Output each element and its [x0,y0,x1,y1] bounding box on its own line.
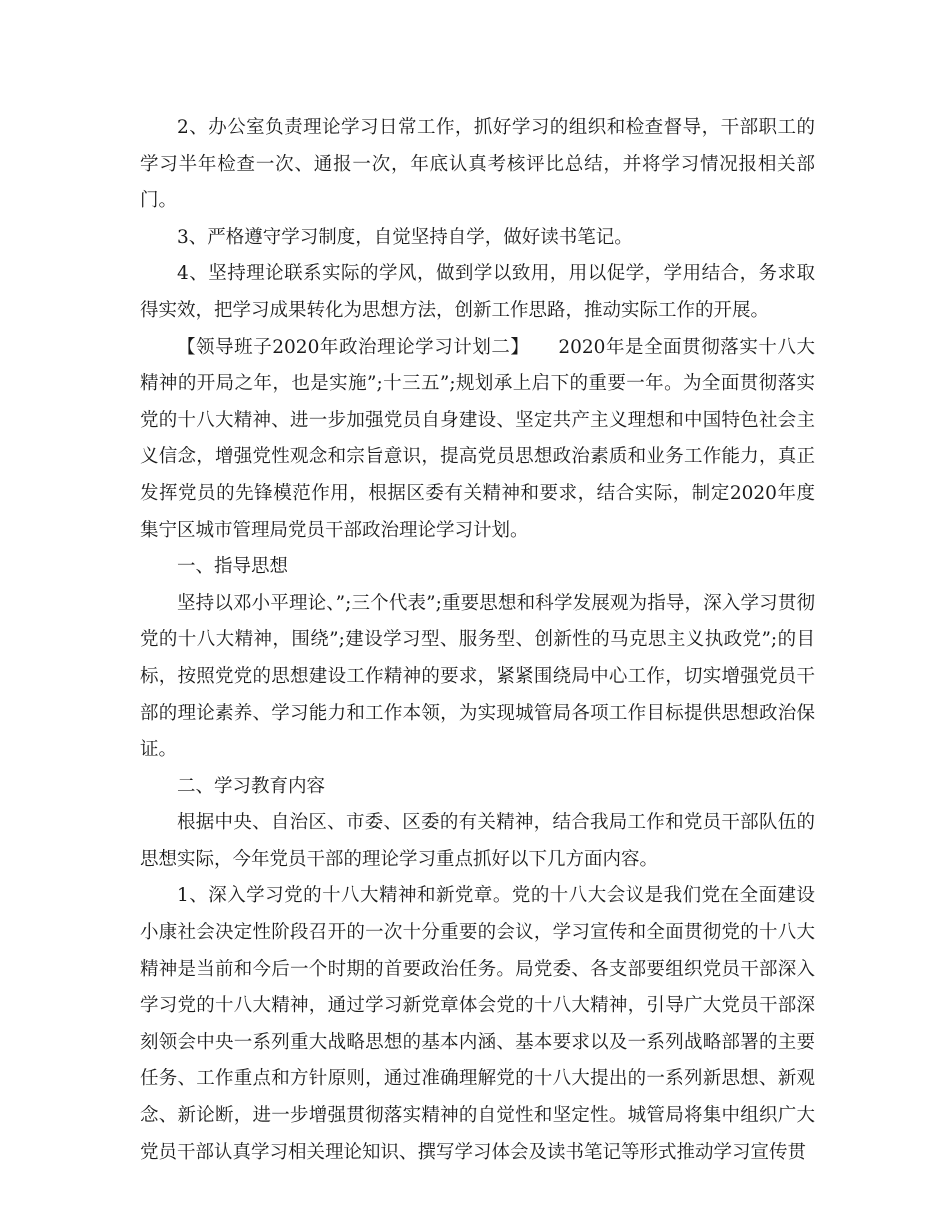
document-body [140,110,815,1171]
paragraph-office-duties: 2、办公室负责理论学习日常工作，抓好学习的组织和检查督导，干部职工的学习半年检查一次、通报一次，年底认真考核评比总结，并将学习情况报相关部门。 [140,117,815,212]
paragraph-study-item-1: 1、深入学习党的十八大精神和新党章。党的十八大会议是我们党在全面建设小康社会决定性阶段召开的一次十分重要的会议，学习宣传和全面贯彻党的十八大精神是当前和今后一个时期的首要政治任务。局党委、各支部要组织党员干部深入学习党的十八大精神，通过学习新党章体会党的十八大精神，引导广大党员干部深刻领会中央一系列重大战略思想的基本内涵、基本要求以及一系列战略部署的主要任务、工作重点和方针原则，通过准确理解党的十八大提出的一系列新思想、新观念、新论断，进一步增强贯彻落实精神的自觉性和坚定性。城管局将集中组织广大党员干部认真学习相关理论知识、撰写学习体会及读书笔记等形式推动学习宣传贯 [140,885,815,1163]
paragraph-theory-practice: 4、坚持理论联系实际的学风，做到学以致用，用以促学，学用结合，务求取得实效，把学习成果转化为思想方法，创新工作思路，推动实际工作的开展。 [140,263,815,321]
paragraph-study-content-intro: 根据中央、自治区、市委、区委的有关精神，结合我局工作和党员干部队伍的思想实际，今年党员干部的理论学习重点抓好以下几方面内容。 [140,812,815,870]
heading-study-content: 二、学习教育内容 [177,775,326,797]
paragraph-guiding-thought: 坚持以邓小平理论、”;三个代表”;重要思想和科学发展观为指导，深入学习贯彻党的十八大精神，围绕”;建设学习型、服务型、创新性的马克思主义执政党”;的目标，按照党党的思想建设工作精神的要求，紧紧围绕局中心工作，切实增强党员干部的理论素养、学习能力和工作本领，为实现城管局各项工作目标提供思想政治保证。 [140,592,815,761]
paragraph-study-rules: 3、严格遵守学习制度，自觉坚持自学，做好读书笔记。 [177,226,633,248]
paragraph-plan-two-intro: 【领导班子2020年政治理论学习计划二】 2020年是全面贯彻落实十八大精神的开局之年，也是实施”;十三五”;规划承上启下的重要一年。为全面贯彻落实党的十八大精神、进一步加强党员自身建设、坚定共产主义理想和中国特色社会主义信念，增强党性观念和宗旨意识，提高党员思想政治素质和业务工作能力，真正发挥党员的先锋模范作用，根据区委有关精神和要求，结合实际，制定2020年度集宁区城市管理局党员干部政治理论学习计划。 [140,336,815,541]
heading-guiding-thought: 一、指导思想 [177,556,289,578]
